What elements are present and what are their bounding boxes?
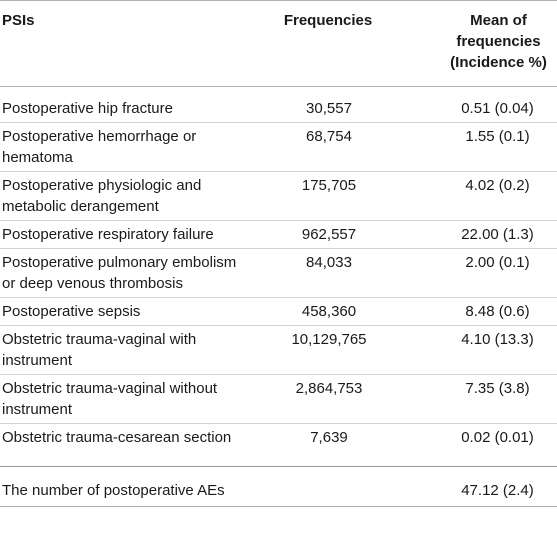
frequency-value: 30,557 bbox=[258, 87, 438, 123]
frequency-value: 962,557 bbox=[258, 221, 438, 249]
psi-name: Obstetric trauma-vaginal without instrument bbox=[0, 375, 258, 424]
psi-name: Obstetric trauma-cesarean section bbox=[0, 424, 258, 467]
header-frequencies: Frequencies bbox=[258, 1, 438, 87]
mean-incidence-value: 0.02 (0.01) bbox=[438, 424, 557, 467]
table-row bbox=[0, 298, 557, 326]
header-row bbox=[0, 1, 557, 87]
mean-incidence-value: 4.10 (13.3) bbox=[438, 326, 557, 375]
summary-row bbox=[0, 467, 557, 507]
frequency-value: 84,033 bbox=[258, 249, 438, 298]
frequency-value: 2,864,753 bbox=[258, 375, 438, 424]
mean-incidence-value: 0.51 (0.04) bbox=[438, 87, 557, 123]
mean-incidence-value: 8.48 (0.6) bbox=[438, 298, 557, 326]
table-row bbox=[0, 221, 557, 249]
table-row bbox=[0, 172, 557, 221]
table-row bbox=[0, 249, 557, 298]
mean-incidence-value: 7.35 (3.8) bbox=[438, 375, 557, 424]
mean-incidence-value: 1.55 (0.1) bbox=[438, 123, 557, 172]
frequency-value: 175,705 bbox=[258, 172, 438, 221]
mean-incidence-value: 22.00 (1.3) bbox=[438, 221, 557, 249]
psi-name: Postoperative pulmonary embolism or deep venous thrombosis bbox=[0, 249, 258, 298]
summary-mean-incidence: 47.12 (2.4) bbox=[438, 467, 557, 507]
summary-frequency bbox=[258, 467, 438, 507]
psi-name: Obstetric trauma-vaginal with instrument bbox=[0, 326, 258, 375]
psi-name: Postoperative hip fracture bbox=[0, 87, 258, 123]
frequency-value: 7,639 bbox=[258, 424, 438, 467]
psi-name: Postoperative hemorrhage or hematoma bbox=[0, 123, 258, 172]
table-row bbox=[0, 87, 557, 123]
summary-label: The number of postoperative AEs bbox=[0, 467, 258, 507]
psi-name: Postoperative physiologic and metabolic derangement bbox=[0, 172, 258, 221]
table-row bbox=[0, 375, 557, 424]
frequency-value: 68,754 bbox=[258, 123, 438, 172]
header-mean-incidence: Mean of frequencies (Incidence %) bbox=[438, 1, 557, 87]
mean-incidence-value: 2.00 (0.1) bbox=[438, 249, 557, 298]
psi-name: Postoperative sepsis bbox=[0, 298, 258, 326]
mean-incidence-value: 4.02 (0.2) bbox=[438, 172, 557, 221]
table-row bbox=[0, 424, 557, 467]
table-row bbox=[0, 123, 557, 172]
psi-name: Postoperative respiratory failure bbox=[0, 221, 258, 249]
table-row bbox=[0, 326, 557, 375]
header-psis: PSIs bbox=[0, 1, 258, 87]
frequency-value: 10,129,765 bbox=[258, 326, 438, 375]
frequency-value: 458,360 bbox=[258, 298, 438, 326]
